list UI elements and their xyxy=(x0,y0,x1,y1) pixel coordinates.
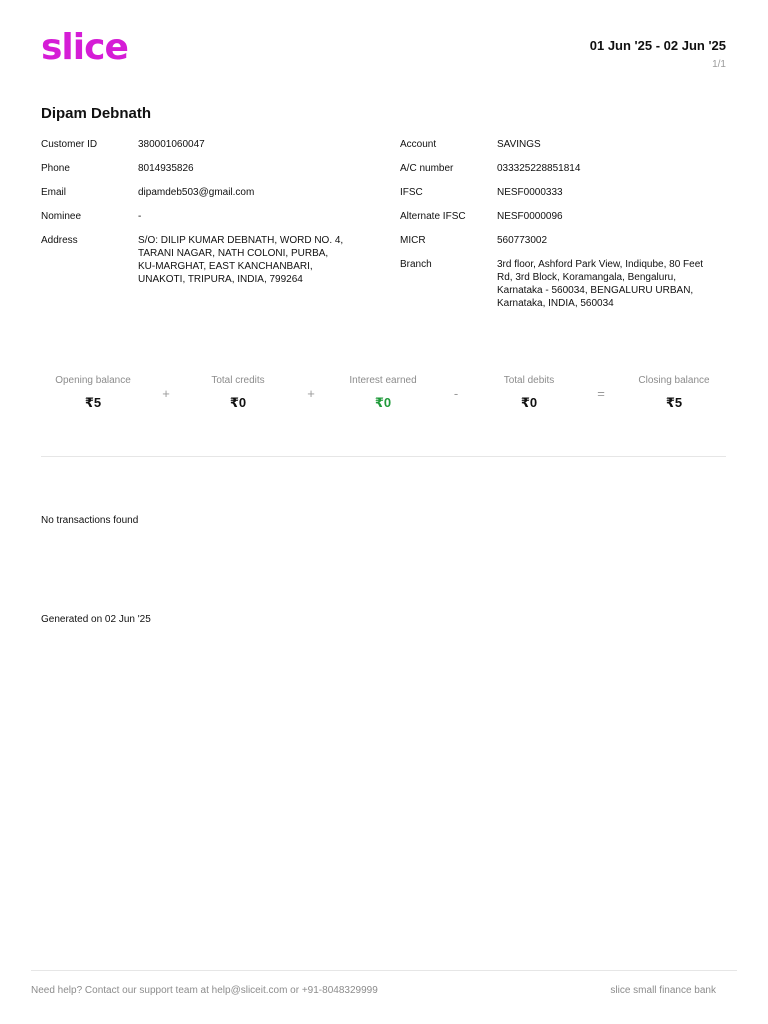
summary-value: ₹0 xyxy=(374,395,392,410)
field-label: Address xyxy=(41,235,78,246)
footer-divider xyxy=(31,970,737,971)
customer-details xyxy=(41,138,371,297)
micr-row xyxy=(400,234,730,247)
plus-operator: + xyxy=(307,386,315,401)
summary-value: ₹5 xyxy=(665,395,683,410)
opening-balance xyxy=(38,375,148,411)
account-number-row xyxy=(400,162,730,175)
summary-label: Total debits xyxy=(503,375,555,386)
field-label: Customer ID xyxy=(41,139,98,150)
field-label: Alternate IFSC xyxy=(400,211,466,222)
account-details xyxy=(400,138,730,321)
summary-value: ₹0 xyxy=(229,395,247,410)
ifsc-value: NESF0000333 xyxy=(497,187,563,198)
account-number-value: 033325228851814 xyxy=(497,163,581,174)
page-number: 1/1 xyxy=(712,59,726,70)
field-label: Nominee xyxy=(41,211,82,222)
field-label: Email xyxy=(41,187,67,198)
email-value: dipamdeb503@gmail.com xyxy=(138,187,255,198)
branch-row xyxy=(400,258,730,310)
branch-value: 3rd floor, Ashford Park View, Indiqube, 80 Feet Rd, 3rd Block, Koramangala, Bengaluru, Karnataka - 560034, BENGALURU URBAN, Karnataka, INDIA, 560034 xyxy=(497,259,704,309)
total-credits xyxy=(183,375,293,411)
field-label: Branch xyxy=(400,259,432,270)
phone-row xyxy=(41,162,371,175)
customer-id-row xyxy=(41,138,371,151)
interest-earned xyxy=(328,375,438,411)
field-label: Account xyxy=(400,139,437,150)
customer-id-value: 380001060047 xyxy=(138,139,205,150)
phone-value: 8014935826 xyxy=(138,163,194,174)
account-type-value: SAVINGS xyxy=(497,139,541,150)
alternate-ifsc-value: NESF0000096 xyxy=(497,211,563,222)
nominee-row xyxy=(41,210,371,223)
divider xyxy=(41,456,726,457)
summary-label: Opening balance xyxy=(55,375,131,386)
micr-value: 560773002 xyxy=(497,235,548,246)
total-debits xyxy=(474,375,584,411)
alternate-ifsc-row xyxy=(400,210,730,223)
bank-name: slice small finance bank xyxy=(610,985,716,996)
closing-balance xyxy=(619,375,729,411)
summary-label: Interest earned xyxy=(349,375,417,386)
account-type-row xyxy=(400,138,730,151)
summary-value: ₹5 xyxy=(84,395,102,410)
no-transactions-message: No transactions found xyxy=(41,515,139,526)
plus-operator: + xyxy=(162,386,170,401)
email-row xyxy=(41,186,371,199)
summary-label: Closing balance xyxy=(638,375,710,386)
slice-logo: slice xyxy=(41,27,128,68)
ifsc-row xyxy=(400,186,730,199)
field-label: A/C number xyxy=(400,163,454,174)
field-label: Phone xyxy=(41,163,70,174)
summary-label: Total credits xyxy=(211,375,265,386)
summary-value: ₹0 xyxy=(520,395,538,410)
field-label: IFSC xyxy=(400,187,423,198)
generated-date: Generated on 02 Jun '25 xyxy=(41,614,151,625)
address-row xyxy=(41,234,371,286)
nominee-value: - xyxy=(138,211,142,222)
equals-operator: = xyxy=(597,386,605,401)
minus-operator: - xyxy=(453,386,459,401)
field-label: MICR xyxy=(400,235,426,246)
address-value: S/O: DILIP KUMAR DEBNATH, WORD NO. 4, TARANI NAGAR, NATH COLONI, PURBA, KU-MARGHAT, EAST KANCHANBARI, UNAKOTI, TRIPURA, INDIA, 799264 xyxy=(138,235,344,285)
support-contact: Need help? Contact our support team at help@sliceit.com or +91-8048329999 xyxy=(31,985,378,996)
customer-name: Dipam Debnath xyxy=(41,105,152,122)
statement-period: 01 Jun '25 - 02 Jun '25 xyxy=(589,38,726,53)
balance-summary xyxy=(41,375,726,415)
